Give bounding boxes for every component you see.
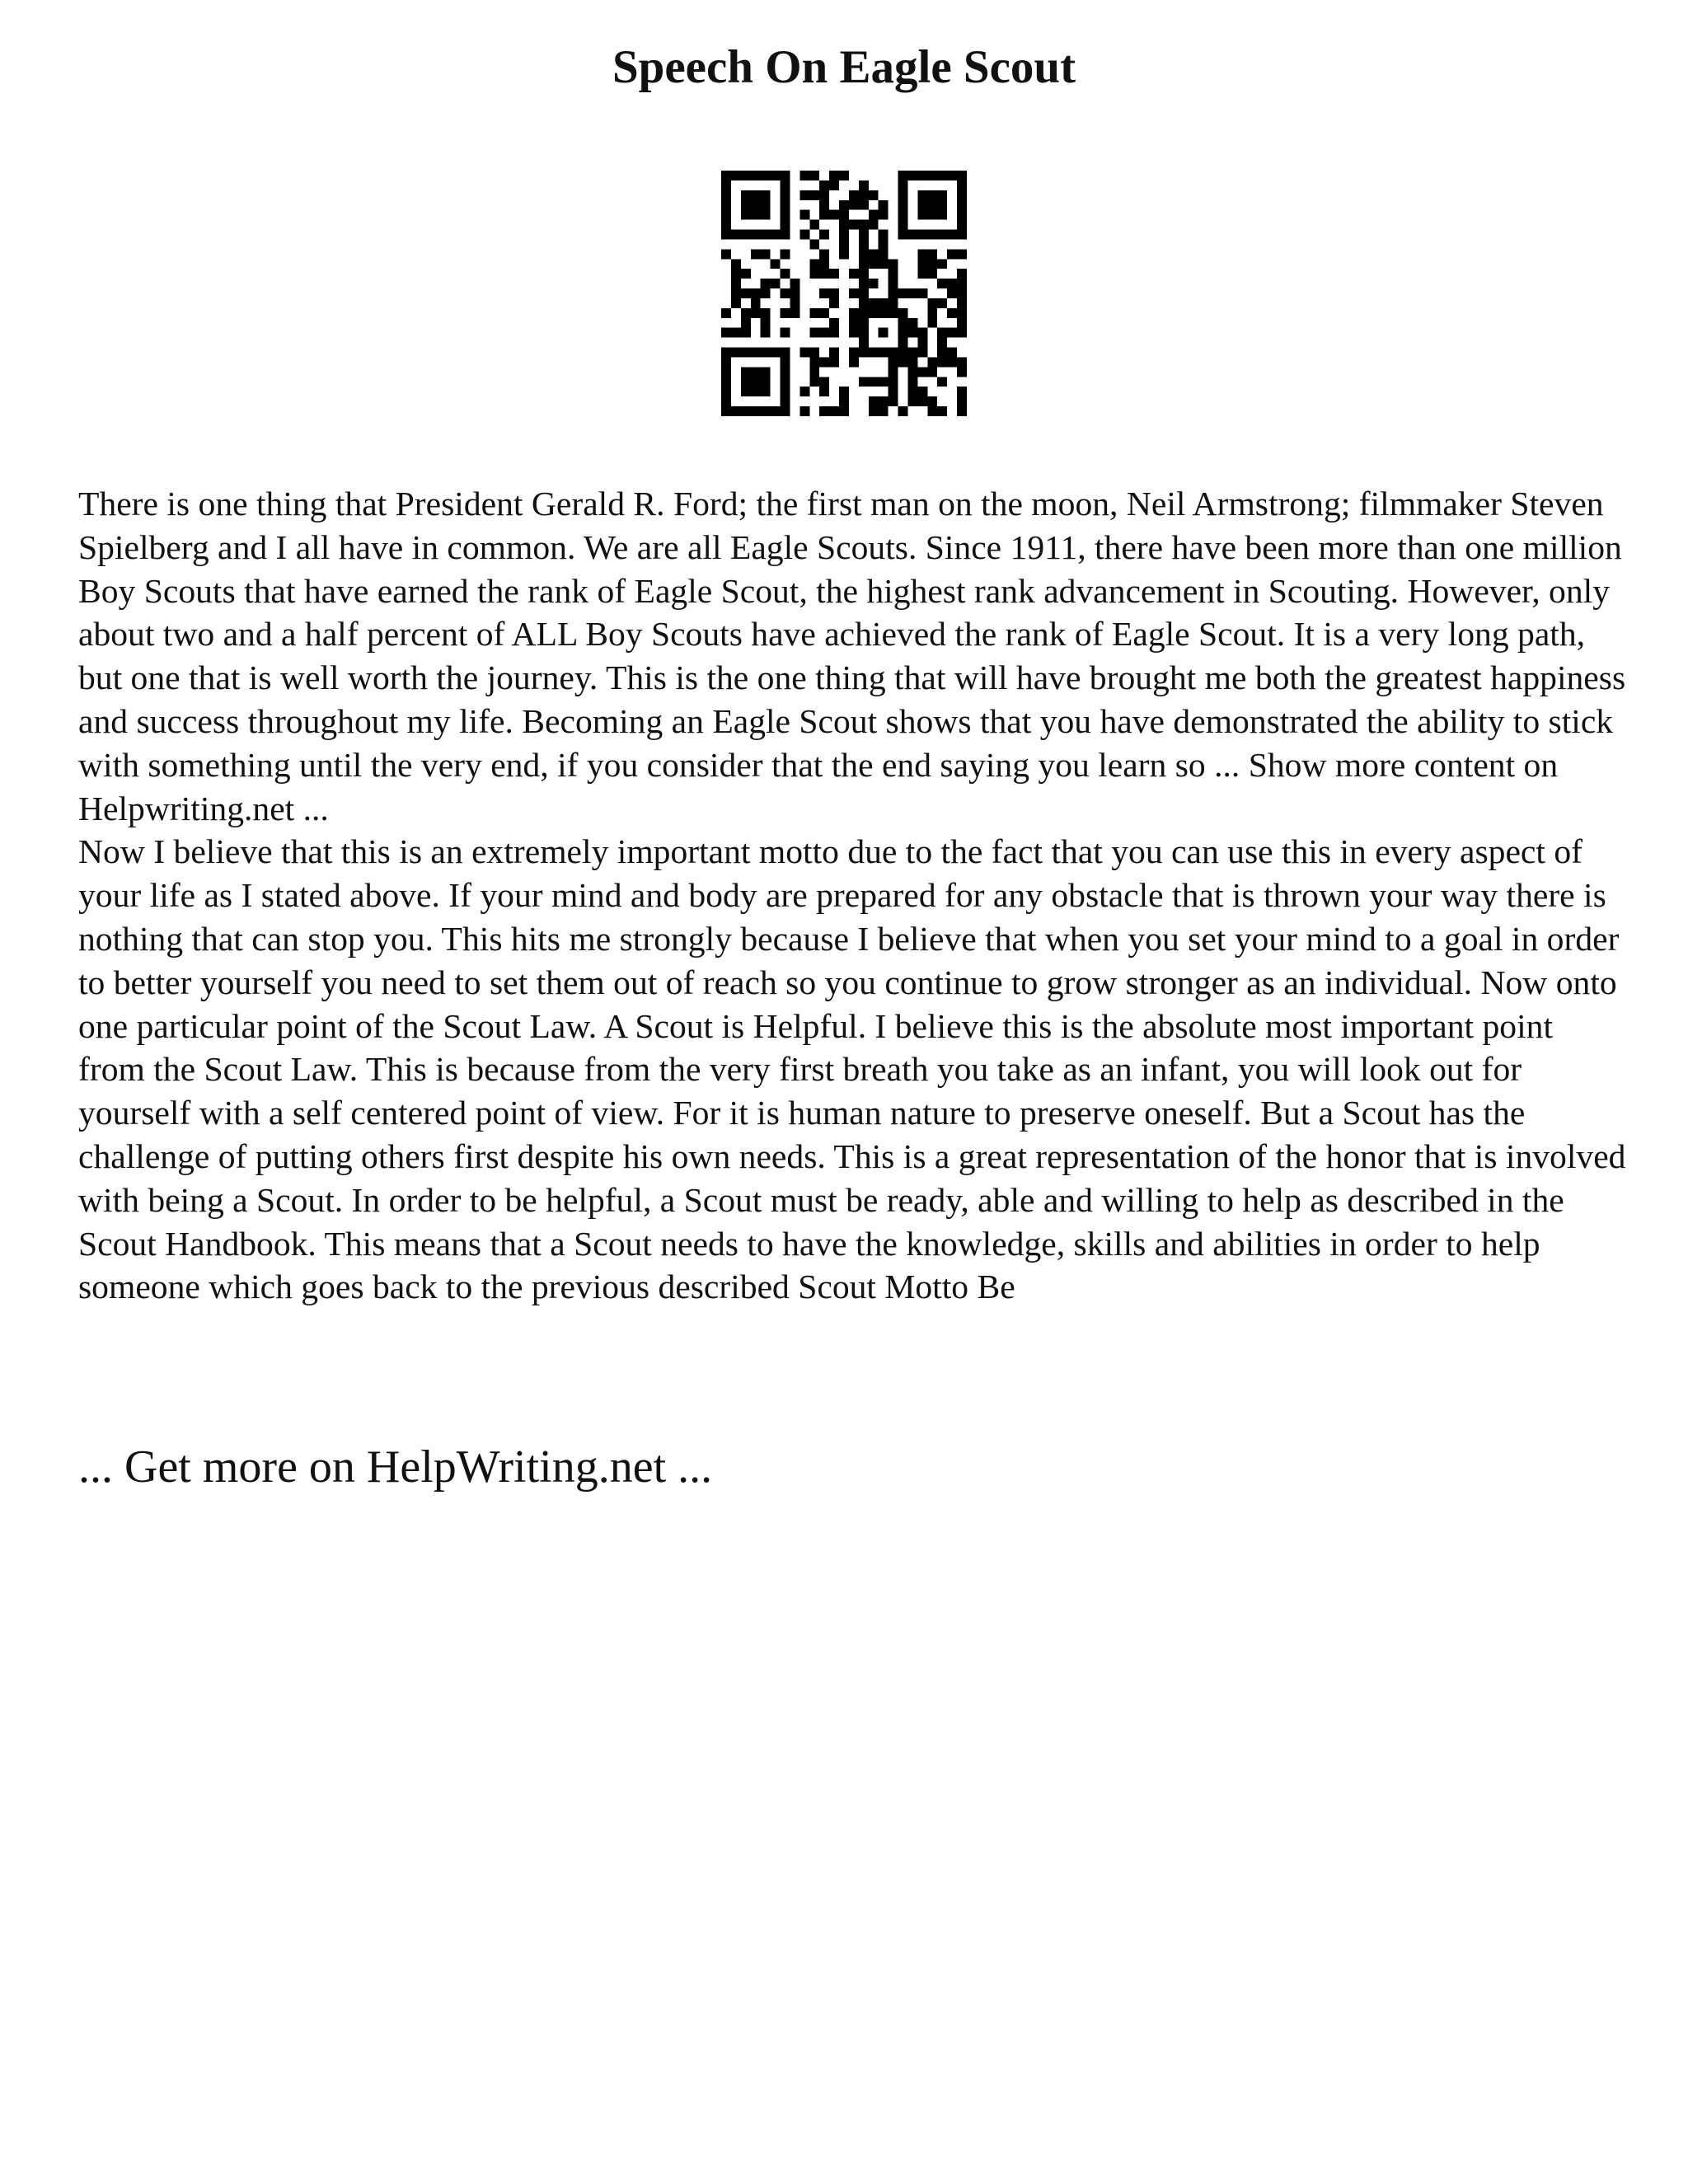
page-title: Speech On Eagle Scout (612, 41, 1076, 93)
paragraph-2: Now I believe that this is an extremely important motto due to the fact that you can use this in every aspect of your life as I stated above. If your mind and body are prepared for any obstacle that is thrown your way there is nothing that can stop you. This hits me strongly because I believe that when you set your mind to a goal in order to better yourself you need to set them out of reach so you continue to grow stronger as an individual. Now onto one particular point of the Scout Law. A Scout is Helpful. I believe this is the absolute most important point from the Scout Law. This is because from the very first breath you take as an infant, you will look out for yourself with a self centered point of view. For it is human nature to preserve oneself. But a Scout has the challenge of putting others first despite his own needs. This is a great representation of the honor that is involved with being a Scout. In order to be helpful, a Scout must be ready, able and willing to help as described in the Scout Handbook. This means that a Scout needs to have the knowledge, skills and abilities in order to help someone which goes back to the previous described Scout Motto Be (78, 832, 1626, 1306)
qr-code-icon (721, 171, 967, 416)
article-body (78, 482, 1628, 1309)
get-more-link[interactable]: ... Get more on HelpWriting.net ... (78, 1441, 713, 1493)
paragraph-1: There is one thing that President Gerald R. Ford; the first man on the moon, Neil Armstrong; filmmaker Steven Spielberg and I all have in common. We are all Eagle Scouts. Since 1911, there have been more than one million Boy Scouts that have earned the rank of Eagle Scout, the highest rank advancement in Scouting. However, only about two and a half percent of ALL Boy Scouts have achieved the rank of Eagle Scout. It is a very long path, but one that is well worth the journey. This is the one thing that will have brought me both the greatest happiness and success throughout my life. Becoming an Eagle Scout shows that you have demonstrated the ability to stick with something until the very end, if you consider that the end saying you learn so ... Show more content on Helpwriting.net ... (78, 485, 1626, 827)
qr-code-graphic (721, 171, 967, 416)
